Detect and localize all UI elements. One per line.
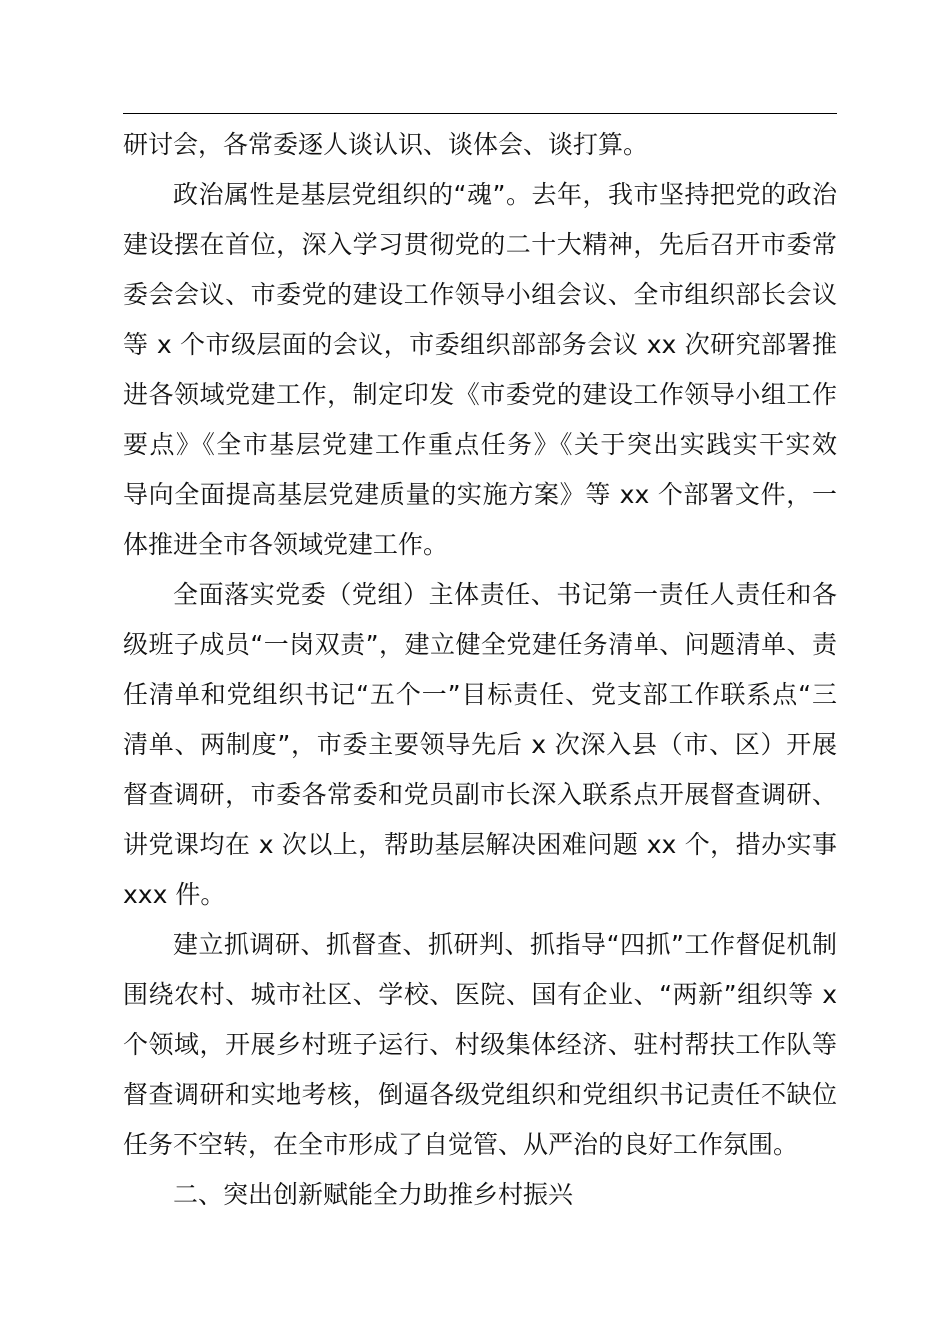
text-line: xxx 件。 <box>123 880 226 909</box>
text-line: 等 x 个市级层面的会议，市委组织部部务会议 xx 次研究部署推 <box>123 330 837 359</box>
text-line: 任务不空转，在全市形成了自觉管、从严治的良好工作氛围。 <box>123 1130 799 1159</box>
text-line: 建设摆在首位，深入学习贯彻党的二十大精神，先后召开市委常 <box>123 230 837 259</box>
text-line: 级班子成员“一岗双责”，建立健全党建任务清单、问题清单、责 <box>123 630 837 659</box>
text-line: 督查调研，市委各常委和党员副市长深入联系点开展督查调研、 <box>123 780 837 809</box>
text-line: 要点》《全市基层党建工作重点任务》《关于突出实践实干实效 <box>123 430 837 459</box>
text-line: 个领域，开展乡村班子运行、村级集体经济、驻村帮扶工作队等 <box>123 1030 837 1059</box>
text-line: 全面落实党委（党组）主体责任、书记第一责任人责任和各 <box>173 580 837 609</box>
header-rule <box>123 113 837 114</box>
text-line: 委会会议、市委党的建设工作领导小组会议、全市组织部长会议 <box>123 280 837 309</box>
text-line: 研讨会，各常委逐人谈认识、谈体会、谈打算。 <box>123 130 649 159</box>
text-line: 清单、两制度”，市委主要领导先后 x 次深入县（市、区）开展 <box>123 730 837 759</box>
text-line: 导向全面提高基层党建质量的实施方案》等 xx 个部署文件，一 <box>123 480 837 509</box>
text-line: 体推进全市各领域党建工作。 <box>123 530 449 559</box>
text-line: 围绕农村、城市社区、学校、医院、国有企业、“两新”组织等 x <box>123 980 837 1009</box>
text-line: 讲党课均在 x 次以上，帮助基层解决困难问题 xx 个，措办实事 <box>123 830 837 859</box>
text-line: 进各领域党建工作，制定印发《市委党的建设工作领导小组工作 <box>123 380 837 409</box>
section-heading: 二、突出创新赋能全力助推乡村振兴 <box>173 1180 574 1209</box>
text-line: 政治属性是基层党组织的“魂”。去年，我市坚持把党的政治 <box>173 180 837 209</box>
text-line: 建立抓调研、抓督查、抓研判、抓指导“四抓”工作督促机制 <box>173 930 837 959</box>
text-line: 督查调研和实地考核，倒逼各级党组织和党组织书记责任不缺位 <box>123 1080 837 1109</box>
text-line: 任清单和党组织书记“五个一”目标责任、党支部工作联系点“三 <box>123 680 837 709</box>
